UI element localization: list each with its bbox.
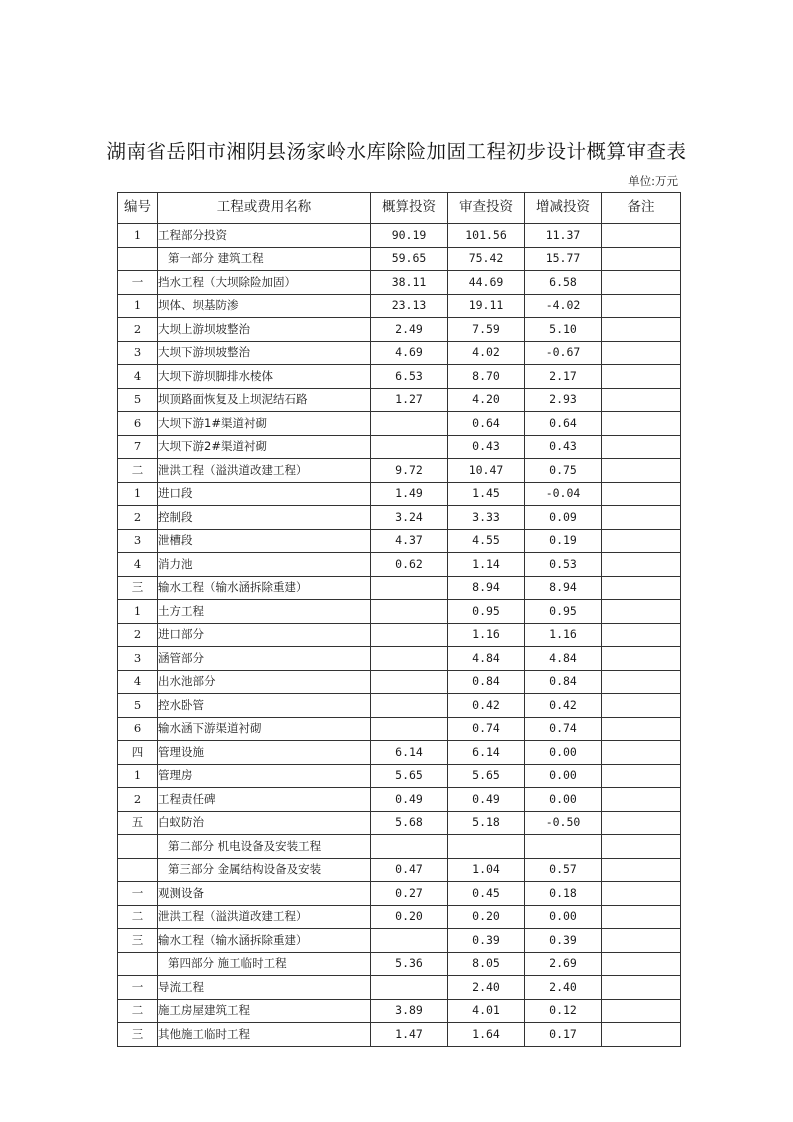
row-budget-cell [371,576,448,600]
row-remark-cell [602,811,681,835]
row-name-cell: 其他施工临时工程 [158,1023,371,1047]
row-review-cell: 0.74 [448,717,525,741]
row-name-cell: 控制段 [158,506,371,530]
table-row [118,1023,681,1047]
row-name-cell: 进口部分 [158,623,371,647]
row-diff-cell: 0.00 [525,905,602,929]
row-diff-cell: -4.02 [525,294,602,318]
row-remark-cell [602,694,681,718]
row-name-cell: 土方工程 [158,600,371,624]
row-budget-cell: 5.68 [371,811,448,835]
row-diff-cell: 0.17 [525,1023,602,1047]
header-no: 编号 [118,193,158,224]
row-budget-cell: 1.27 [371,388,448,412]
row-remark-cell [602,717,681,741]
row-diff-cell [525,835,602,859]
row-review-cell: 44.69 [448,271,525,295]
table-row [118,318,681,342]
row-review-cell: 5.18 [448,811,525,835]
row-name-cell: 坝顶路面恢复及上坝泥结石路 [158,388,371,412]
table-row [118,835,681,859]
row-remark-cell [602,459,681,483]
row-review-cell: 3.33 [448,506,525,530]
table-row [118,952,681,976]
row-review-cell: 0.95 [448,600,525,624]
row-number-cell: 四 [118,741,158,765]
row-review-cell: 0.64 [448,412,525,436]
row-diff-cell: 2.93 [525,388,602,412]
table-row [118,858,681,882]
row-remark-cell [602,224,681,248]
row-number-cell: 2 [118,318,158,342]
row-diff-cell: 0.00 [525,788,602,812]
table-row [118,435,681,459]
row-budget-cell [371,623,448,647]
row-diff-cell: 0.42 [525,694,602,718]
row-review-cell: 0.39 [448,929,525,953]
row-diff-cell: 0.09 [525,506,602,530]
row-remark-cell [602,1023,681,1047]
row-remark-cell [602,835,681,859]
row-number-cell: 6 [118,412,158,436]
header-budget: 概算投资 [371,193,448,224]
row-review-cell: 8.94 [448,576,525,600]
row-name-cell: 工程部分投资 [158,224,371,248]
header-diff: 增减投资 [525,193,602,224]
row-remark-cell [602,929,681,953]
row-review-cell: 5.65 [448,764,525,788]
row-number-cell: 1 [118,764,158,788]
row-number-cell [118,952,158,976]
row-name-cell: 观测设备 [158,882,371,906]
row-diff-cell: 0.57 [525,858,602,882]
table-row [118,811,681,835]
row-number-cell: 3 [118,341,158,365]
row-name-cell: 大坝下游2#渠道衬砌 [158,435,371,459]
row-review-cell: 4.02 [448,341,525,365]
row-budget-cell: 1.47 [371,1023,448,1047]
table-body [118,224,681,1047]
row-remark-cell [602,788,681,812]
row-remark-cell [602,764,681,788]
row-diff-cell: 0.43 [525,435,602,459]
row-remark-cell [602,882,681,906]
table-row [118,694,681,718]
row-budget-cell: 4.37 [371,529,448,553]
table-row [118,224,681,248]
row-name-cell: 坝体、坝基防渗 [158,294,371,318]
row-budget-cell: 1.49 [371,482,448,506]
budget-review-table [117,192,681,1047]
table-row [118,553,681,577]
row-diff-cell: 4.84 [525,647,602,671]
row-remark-cell [602,388,681,412]
row-diff-cell: 2.40 [525,976,602,1000]
row-review-cell [448,835,525,859]
table-row [118,529,681,553]
row-budget-cell [371,435,448,459]
row-review-cell: 8.05 [448,952,525,976]
row-budget-cell [371,835,448,859]
table-row [118,412,681,436]
row-name-cell: 大坝下游坝脚排水棱体 [158,365,371,389]
row-name-cell: 涵管部分 [158,647,371,671]
row-budget-cell: 23.13 [371,294,448,318]
table-row [118,905,681,929]
row-remark-cell [602,670,681,694]
row-review-cell: 101.56 [448,224,525,248]
row-name-cell: 第一部分 建筑工程 [158,247,371,271]
row-diff-cell: -0.04 [525,482,602,506]
row-budget-cell: 3.24 [371,506,448,530]
row-number-cell: 一 [118,976,158,1000]
row-budget-cell: 9.72 [371,459,448,483]
table-row [118,647,681,671]
row-number-cell: 1 [118,294,158,318]
row-number-cell: 1 [118,600,158,624]
row-name-cell: 管理设施 [158,741,371,765]
table-row [118,294,681,318]
row-name-cell: 大坝下游1#渠道衬砌 [158,412,371,436]
row-number-cell: 7 [118,435,158,459]
row-remark-cell [602,318,681,342]
row-diff-cell: 0.75 [525,459,602,483]
row-budget-cell: 6.14 [371,741,448,765]
row-review-cell: 4.55 [448,529,525,553]
row-name-cell: 泄槽段 [158,529,371,553]
row-diff-cell: 0.53 [525,553,602,577]
row-remark-cell [602,506,681,530]
row-budget-cell [371,976,448,1000]
row-diff-cell: 8.94 [525,576,602,600]
table-row [118,976,681,1000]
row-number-cell: 二 [118,459,158,483]
row-diff-cell: 0.64 [525,412,602,436]
row-number-cell [118,835,158,859]
table-row [118,929,681,953]
row-diff-cell: 2.69 [525,952,602,976]
row-review-cell: 0.84 [448,670,525,694]
row-review-cell: 1.16 [448,623,525,647]
row-diff-cell: 0.74 [525,717,602,741]
table-row [118,247,681,271]
row-number-cell: 2 [118,623,158,647]
row-number-cell: 一 [118,882,158,906]
row-remark-cell [602,247,681,271]
row-review-cell: 0.45 [448,882,525,906]
row-remark-cell [602,858,681,882]
row-name-cell: 第三部分 金属结构设备及安装 [158,858,371,882]
row-number-cell: 3 [118,529,158,553]
row-diff-cell: 2.17 [525,365,602,389]
row-number-cell: 3 [118,647,158,671]
row-number-cell: 5 [118,694,158,718]
row-name-cell: 第二部分 机电设备及安装工程 [158,835,371,859]
row-name-cell: 泄洪工程（溢洪道改建工程） [158,905,371,929]
row-name-cell: 输水工程（输水涵拆除重建） [158,576,371,600]
row-number-cell: 1 [118,224,158,248]
row-budget-cell: 0.47 [371,858,448,882]
row-budget-cell: 6.53 [371,365,448,389]
row-budget-cell: 3.89 [371,999,448,1023]
table-row [118,459,681,483]
row-number-cell: 三 [118,1023,158,1047]
row-diff-cell: 15.77 [525,247,602,271]
row-review-cell: 0.42 [448,694,525,718]
row-review-cell: 1.04 [448,858,525,882]
table-row [118,999,681,1023]
row-name-cell: 大坝下游坝坡整治 [158,341,371,365]
table-header-row [118,193,681,224]
unit-note: 单位:万元 [628,174,678,188]
row-remark-cell [602,600,681,624]
row-diff-cell: 0.39 [525,929,602,953]
row-review-cell: 75.42 [448,247,525,271]
row-name-cell: 出水池部分 [158,670,371,694]
row-review-cell: 0.20 [448,905,525,929]
row-review-cell: 4.01 [448,999,525,1023]
header-remark: 备注 [602,193,681,224]
row-number-cell: 五 [118,811,158,835]
row-review-cell: 4.20 [448,388,525,412]
row-budget-cell: 90.19 [371,224,448,248]
row-name-cell: 导流工程 [158,976,371,1000]
row-diff-cell: 1.16 [525,623,602,647]
row-diff-cell: 0.19 [525,529,602,553]
row-diff-cell: 11.37 [525,224,602,248]
row-budget-cell: 0.27 [371,882,448,906]
row-review-cell: 4.84 [448,647,525,671]
row-budget-cell: 0.62 [371,553,448,577]
row-remark-cell [602,341,681,365]
row-number-cell: 三 [118,576,158,600]
row-diff-cell: 0.84 [525,670,602,694]
row-remark-cell [602,576,681,600]
table-row [118,882,681,906]
row-diff-cell: 0.12 [525,999,602,1023]
row-review-cell: 10.47 [448,459,525,483]
row-diff-cell: -0.50 [525,811,602,835]
row-name-cell: 管理房 [158,764,371,788]
table-row [118,788,681,812]
row-diff-cell: 5.10 [525,318,602,342]
row-name-cell: 消力池 [158,553,371,577]
table-row [118,482,681,506]
row-diff-cell: 0.00 [525,741,602,765]
row-remark-cell [602,482,681,506]
row-number-cell [118,247,158,271]
row-remark-cell [602,647,681,671]
row-number-cell: 二 [118,999,158,1023]
row-diff-cell: -0.67 [525,341,602,365]
row-remark-cell [602,741,681,765]
row-remark-cell [602,976,681,1000]
row-budget-cell: 5.65 [371,764,448,788]
table-row [118,506,681,530]
row-budget-cell: 5.36 [371,952,448,976]
row-name-cell: 控水卧管 [158,694,371,718]
row-name-cell: 第四部分 施工临时工程 [158,952,371,976]
row-review-cell: 7.59 [448,318,525,342]
row-name-cell: 施工房屋建筑工程 [158,999,371,1023]
table-row [118,365,681,389]
row-name-cell: 输水工程（输水涵拆除重建） [158,929,371,953]
row-remark-cell [602,412,681,436]
row-number-cell: 一 [118,271,158,295]
row-number-cell: 4 [118,365,158,389]
row-review-cell: 19.11 [448,294,525,318]
row-remark-cell [602,294,681,318]
row-review-cell: 1.45 [448,482,525,506]
row-remark-cell [602,905,681,929]
header-name: 工程或费用名称 [158,193,371,224]
row-review-cell: 0.49 [448,788,525,812]
table-row [118,670,681,694]
row-remark-cell [602,529,681,553]
row-number-cell: 6 [118,717,158,741]
row-budget-cell [371,694,448,718]
row-name-cell: 进口段 [158,482,371,506]
row-name-cell: 白蚁防治 [158,811,371,835]
row-remark-cell [602,999,681,1023]
row-budget-cell: 38.11 [371,271,448,295]
page-title: 湖南省岳阳市湘阴县汤家岭水库除险加固工程初步设计概算审查表 [106,140,687,163]
row-remark-cell [602,365,681,389]
row-remark-cell [602,271,681,295]
header-review: 审查投资 [448,193,525,224]
row-budget-cell [371,412,448,436]
row-review-cell: 1.14 [448,553,525,577]
row-name-cell: 工程责任碑 [158,788,371,812]
row-review-cell: 0.43 [448,435,525,459]
row-budget-cell: 4.69 [371,341,448,365]
table-row [118,600,681,624]
table-row [118,576,681,600]
row-remark-cell [602,435,681,459]
row-number-cell: 二 [118,905,158,929]
table-row [118,764,681,788]
row-number-cell: 2 [118,788,158,812]
row-number-cell: 2 [118,506,158,530]
row-budget-cell: 0.49 [371,788,448,812]
row-name-cell: 挡水工程（大坝除险加固） [158,271,371,295]
row-name-cell: 大坝上游坝坡整治 [158,318,371,342]
row-review-cell: 2.40 [448,976,525,1000]
row-diff-cell: 0.00 [525,764,602,788]
row-number-cell [118,858,158,882]
row-budget-cell: 2.49 [371,318,448,342]
row-budget-cell [371,670,448,694]
row-diff-cell: 0.18 [525,882,602,906]
row-name-cell: 泄洪工程（溢洪道改建工程） [158,459,371,483]
row-budget-cell: 0.20 [371,905,448,929]
row-diff-cell: 6.58 [525,271,602,295]
row-budget-cell [371,647,448,671]
row-number-cell: 4 [118,553,158,577]
table-row [118,623,681,647]
row-name-cell: 输水涵下游渠道衬砌 [158,717,371,741]
table-row [118,341,681,365]
table-row [118,717,681,741]
row-remark-cell [602,952,681,976]
row-budget-cell [371,929,448,953]
table-row [118,388,681,412]
table-row [118,741,681,765]
row-number-cell: 5 [118,388,158,412]
row-review-cell: 8.70 [448,365,525,389]
row-budget-cell [371,717,448,741]
row-remark-cell [602,623,681,647]
row-budget-cell [371,600,448,624]
row-number-cell: 1 [118,482,158,506]
row-remark-cell [602,553,681,577]
row-diff-cell: 0.95 [525,600,602,624]
table-row [118,271,681,295]
row-number-cell: 三 [118,929,158,953]
row-budget-cell: 59.65 [371,247,448,271]
row-review-cell: 6.14 [448,741,525,765]
row-review-cell: 1.64 [448,1023,525,1047]
row-number-cell: 4 [118,670,158,694]
